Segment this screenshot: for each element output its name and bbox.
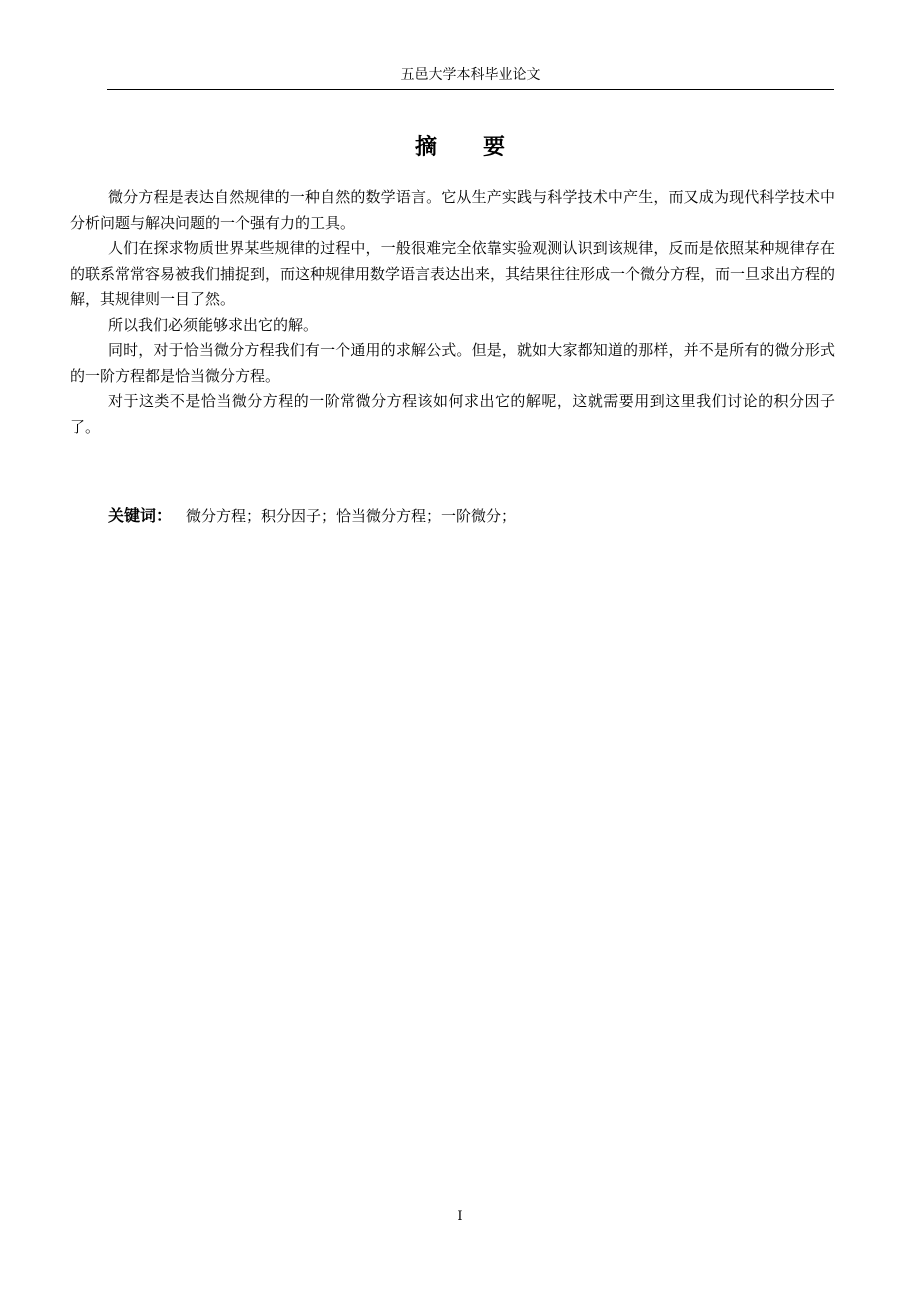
abstract-paragraph: 人们在探求物质世界某些规律的过程中，一般很难完全依靠实验观测认识到该规律，反而是依照某种规律存在的联系常常容易被我们捕捉到，而这种规律用数学语言表达出来，其结果往往形成一个微分方程，而一旦求出方程的解，其规律则一目了然。 (70, 239, 836, 308)
keywords-label: 关键词： (108, 506, 173, 525)
page-header (107, 63, 834, 90)
abstract-title-part1: 摘 (414, 134, 437, 160)
abstract-paragraph: 对于这类不是恰当微分方程的一阶常微分方程该如何求出它的解呢，这就需要用到这里我们讨论的积分因子了。 (70, 392, 835, 436)
keywords-line (108, 502, 828, 530)
abstract-title-part2: 要 (483, 134, 506, 160)
abstract-body (70, 185, 835, 440)
abstract-paragraph: 微分方程是表达自然规律的一种自然的数学语言。它从生产实践与科学技术中产生，而又成为现代科学技术中分析问题与解决问题的一个强有力的工具。 (70, 188, 835, 232)
running-title: 五邑大学本科毕业论文 (400, 67, 541, 83)
page-number: I (457, 1209, 463, 1224)
abstract-paragraph: 同时，对于恰当微分方程我们有一个通用的求解公式。但是，就如大家都知道的那样，并不是所有的微分形式的一阶方程都是恰当微分方程。 (70, 341, 835, 385)
abstract-title (0, 130, 920, 164)
keywords-text: 微分方程；积分因子；恰当微分方程；一阶微分； (186, 507, 517, 525)
abstract-paragraph: 所以我们必须能够求出它的解。 (108, 315, 319, 334)
